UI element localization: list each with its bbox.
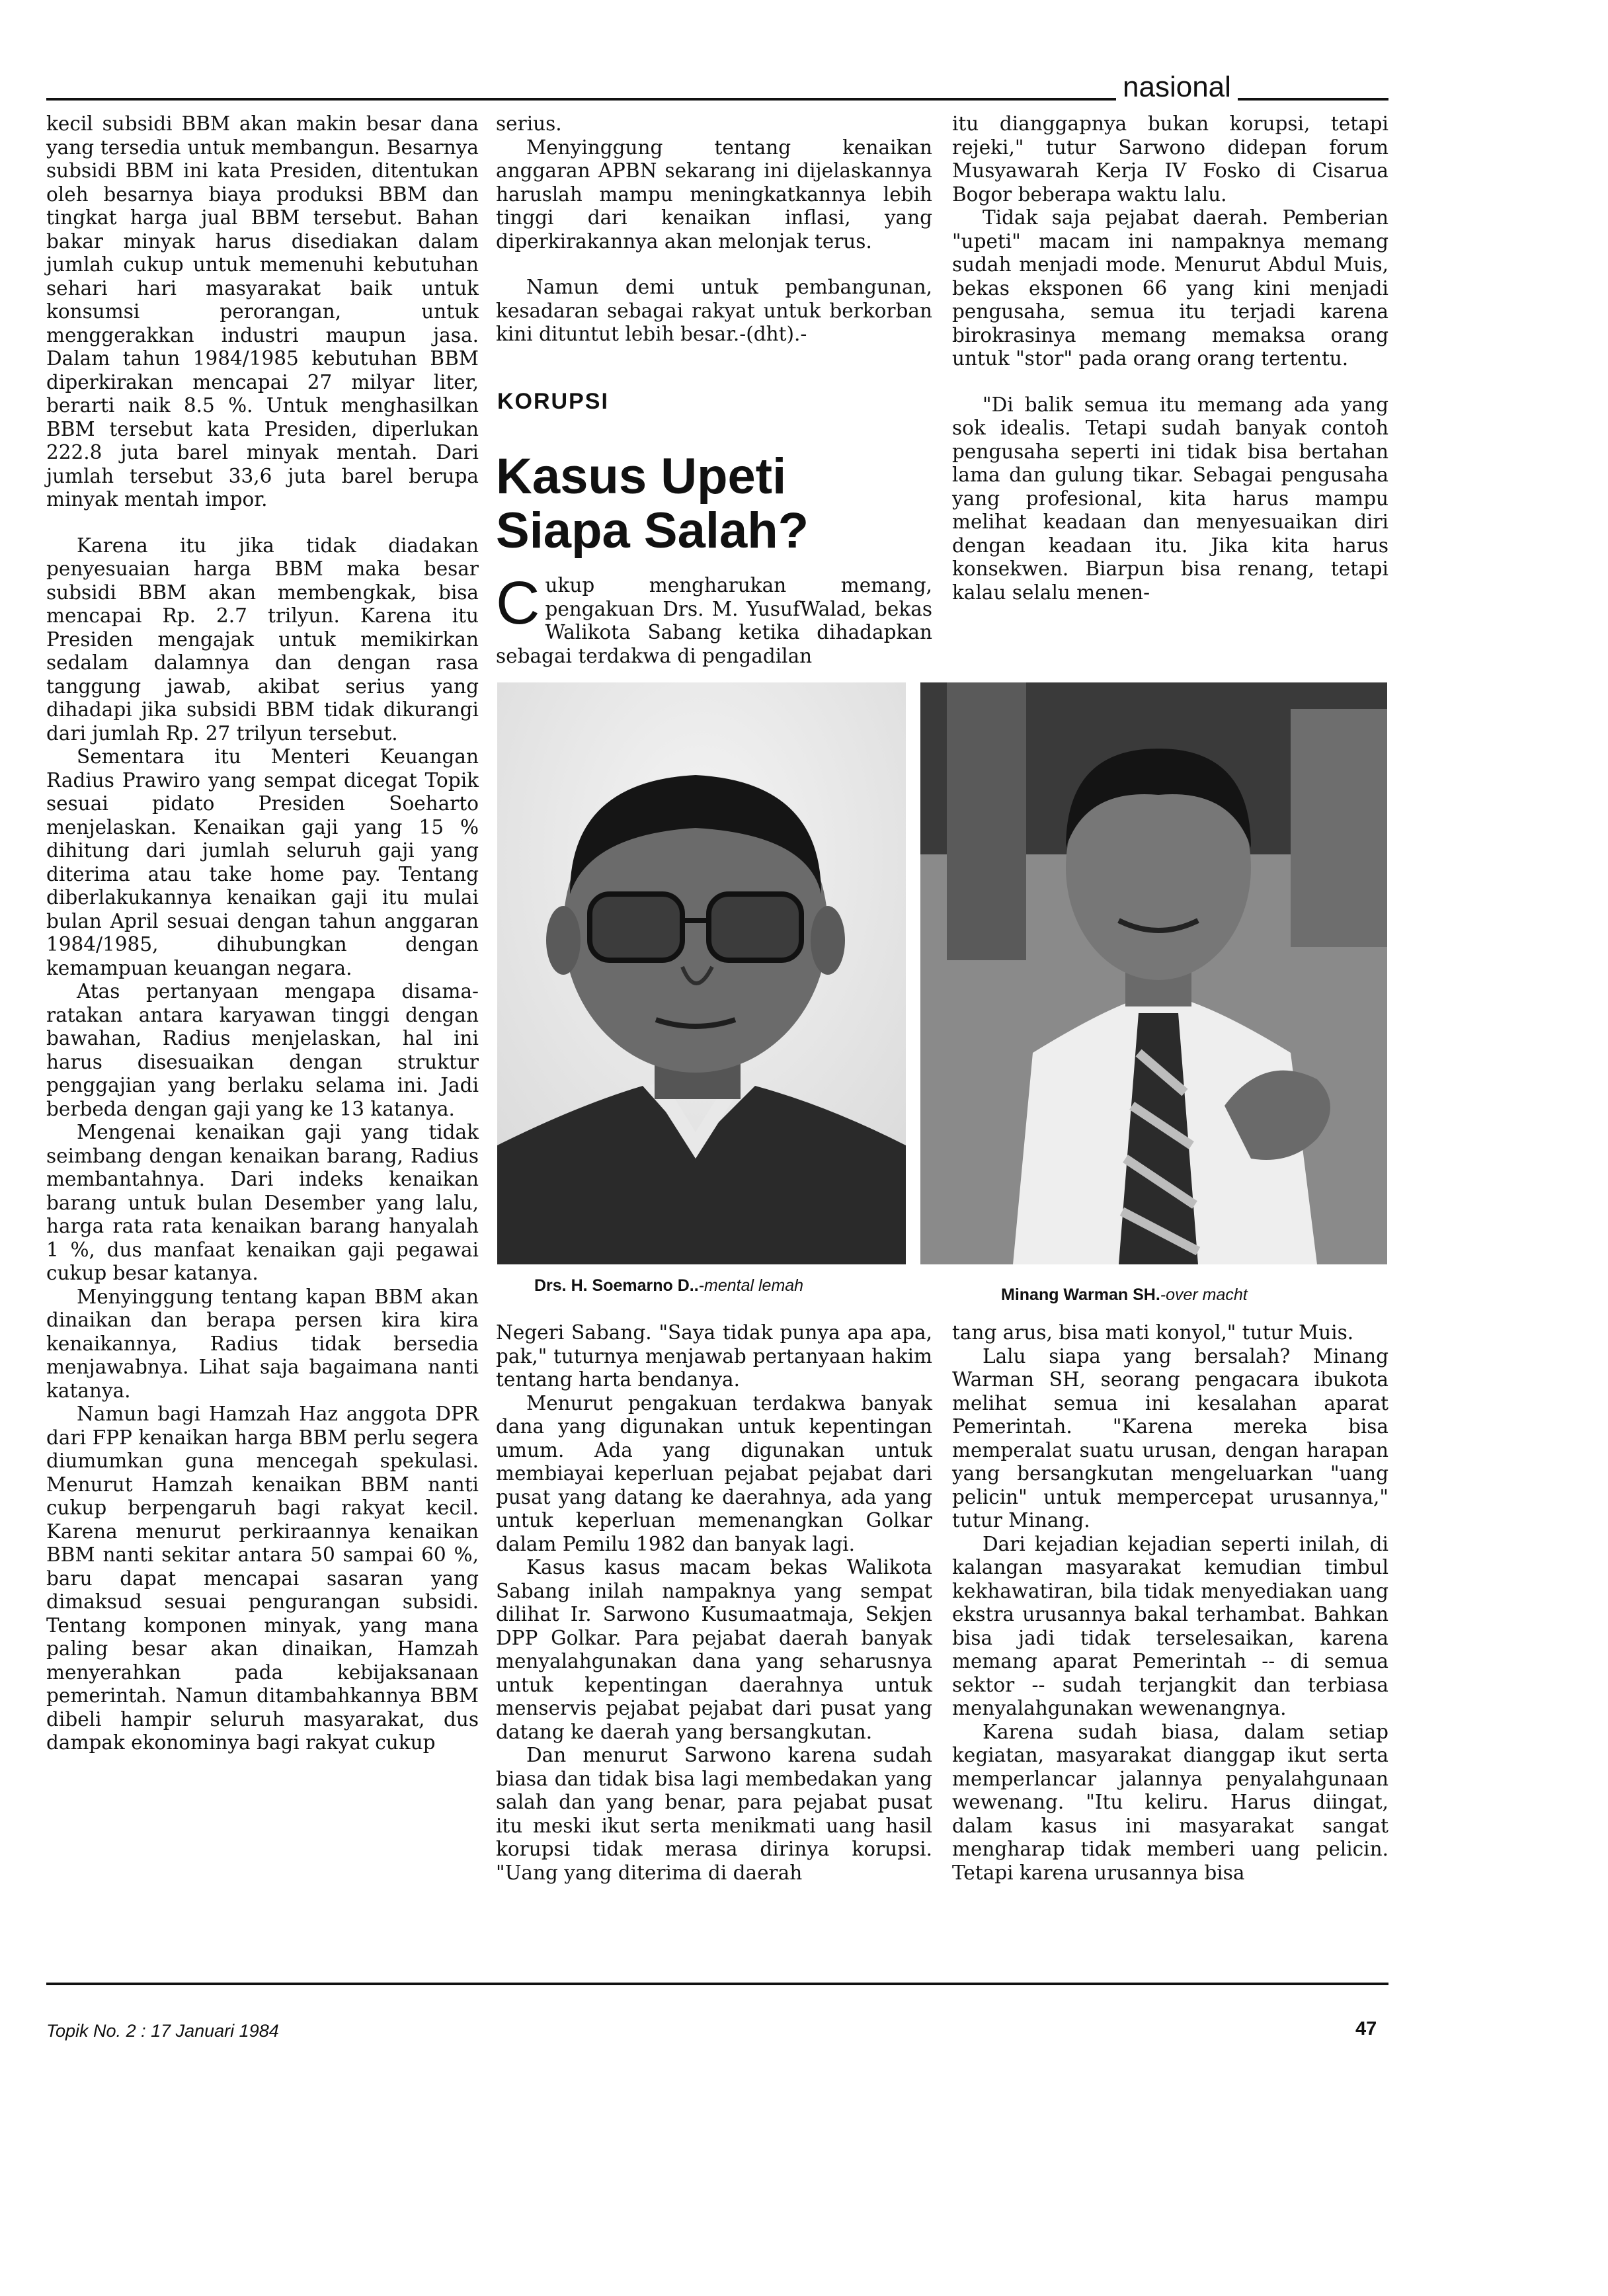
column-1 bbox=[46, 112, 479, 1755]
article-lead bbox=[496, 569, 932, 668]
column-3-bottom bbox=[952, 1321, 1388, 1885]
col1-paragraph: Namun bagi Hamzah Haz anggota DPR dari FPP kenaikan harga BBM perlu segera diumumkan guna mencegah spekulasi. Menurut Hamzah kenaikan BBM nanti cukup berpengaruh bagi rakyat kecil. Karena menurut perkiraannya kenaikan BBM nanti sekitar antara 50 sampai 60 %, baru dapat mencapai sasaran yang dimaksud sesuai pengurangan subsidi. Tentang komponen minyak, yang mana paling besar akan dinaikan, Hamzah menyerahkan pada kebijaksanaan pemerintah. Namun ditambahkannya BBM dibeli hampir seluruh masyarakat, dus dampak ekonominya bagi rakyat cukup bbox=[46, 1403, 479, 1754]
col3-bottom-paragraph: Dari kejadian kejadian seperti inilah, di kalangan masyarakat kemudian timbul kekhawatiran, bila tidak menyediakan uang ekstra urusannya bakal terhambat. Bahkan bisa jadi tidak terselesaikan, karena memang aparat Pemerintah -- di semua sektor -- sudah terjangkit dan terbiasa menyalahgunakan wewenangnya. bbox=[952, 1532, 1388, 1719]
col3-bottom-paragraph: tang arus, bisa mati konyol," tutur Muis. bbox=[952, 1321, 1354, 1344]
photo-minang-warman bbox=[920, 682, 1387, 1264]
article-rubric: KORUPSI bbox=[497, 389, 609, 414]
col2-paragraph: serius. bbox=[496, 112, 562, 135]
col1-paragraph: Sementara itu Menteri Keuangan Radius Prawiro yang sempat dicegat Topik sesuai pidato Presiden Soeharto menjelaskan. Kenaikan gaji yang 15 % dihitung dari jumlah seluruh gaji yang diterima atau take home pay. Tentang diberlakukannya kenaikan gaji itu mulai bulan April sesuai dengan tahun anggaran 1984/1985, dihubungkan dengan kemampuan keuangan negara. bbox=[46, 745, 479, 979]
column-3-top bbox=[952, 112, 1388, 604]
section-label: nasional bbox=[1116, 73, 1238, 102]
photo-soemarno bbox=[497, 682, 906, 1264]
lead-text: ukup mengharukan memang, pengakuan Drs. M. YusufWalad, bekas Walikota Sabang ketika dihadapkan sebagai terdakwa di pengadilan bbox=[496, 574, 932, 667]
footer-rule bbox=[46, 1983, 1388, 1985]
col3-paragraph: itu dianggapnya bukan korupsi, tetapi rejeki," tutur Sarwono didepan forum Musyawarah Kerja IV Fosko di Cisarua Bogor beberapa waktu lalu. bbox=[952, 112, 1388, 206]
page-number: 47 bbox=[1355, 2018, 1377, 2039]
col2-paragraph: Menyinggung tentang kenaikan anggaran APBN sekarang ini dijelaskannya haruslah mampu meningkatkannya lebih tinggi dari kenaikan inflasi, yang diperkirakannya akan melonjak terus. bbox=[496, 136, 932, 253]
column-2-bottom bbox=[496, 1321, 932, 1885]
headline-line-1: Kasus Upeti bbox=[496, 448, 787, 505]
col2-bottom-paragraph: Dan menurut Sarwono karena sudah biasa dan tidak bisa lagi membedakan yang salah dan yang benar, para pejabat pusat itu meski ikut serta menikmati uang hasil korupsi tidak merasa dirinya korupsi. "Uang yang diterima di daerah bbox=[496, 1744, 932, 1884]
col1-paragraph: Karena itu jika tidak diadakan penyesuaian harga BBM maka besar subsidi BBM akan membengkak, bisa mencapai Rp. 2.7 trilyun. Karena itu Presiden mengajak untuk memikirkan sedalam dalamnya dan dengan rasa tanggung jawab, akibat serius yang dihadapi jika subsidi BBM tidak dikurangi dari jumlah Rp. 27 trilyun tersebut. bbox=[46, 534, 479, 745]
caption-left-quote: -mental lemah bbox=[698, 1276, 804, 1295]
col1-paragraph: kecil subsidi BBM akan makin besar dana yang tersedia untuk membangun. Besarnya subsidi BBM ini kata Presiden, ditentukan oleh besarnya biaya produksi BBM dan tingkat harga jual BBM tersebut. Bahan bakar minyak harus disediakan dalam jumlah cukup untuk memenuhi kebutuhan sehari hari masyarakat baik untuk konsumsi perorangan, untuk menggerakkan industri maupun jasa. Dalam tahun 1984/1985 kebutuhan BBM diperkirakan mencapai 27 milyar liter, berarti naik 8.5 %. Untuk menghasilkan BBM tersebut kata Presiden, diperlukan 222.8 juta barel minyak mentah. Dari jumlah tersebut 33,6 juta barel berupa minyak mentah impor. bbox=[46, 112, 479, 511]
col3-bottom-paragraph: Lalu siapa yang bersalah? Minang Warman SH, seorang pengacara ibukota melihat semua ini kesalahan aparat Pemerintah. "Karena mereka bisa memperalat suatu urusan, dengan harapan yang bersangkutan mengeluarkan "uang pelicin" untuk mempercepat urusannya," tutur Minang. bbox=[952, 1344, 1388, 1532]
headline-line-2: Siapa Salah? bbox=[496, 503, 809, 559]
article-headline bbox=[496, 450, 809, 558]
caption-right-name: Minang Warman SH. bbox=[1001, 1286, 1160, 1304]
caption-left bbox=[534, 1276, 803, 1295]
footer-issue: Topik No. 2 : 17 Januari 1984 bbox=[46, 2021, 279, 2041]
portrait-soemarno-illustration bbox=[497, 682, 906, 1264]
drop-cap: C bbox=[496, 569, 540, 637]
column-2-top bbox=[496, 112, 932, 347]
col2-bottom-paragraph: Negeri Sabang. "Saya tidak punya apa apa, pak," tuturnya menjawab pertanyaan hakim tentang harta bendanya. bbox=[496, 1321, 932, 1391]
col2-paragraph: Namun demi untuk pembangunan, kesadaran sebagai rakyat untuk berkorban kini dituntut lebih besar.-(dht).- bbox=[496, 276, 932, 345]
col3-paragraph: Tidak saja pejabat daerah. Pemberian "upeti" macam ini nampaknya memang sudah menjadi mode. Menurut Abdul Muis, bekas eksponen 66 yang kini menjadi pengusaha, semua itu terjadi karena birokrasinya memang memaksa orang untuk "stor" pada orang orang tertentu. bbox=[952, 206, 1388, 370]
col1-paragraph: Atas pertanyaan mengapa disama-ratakan antara karyawan tinggi dengan bawahan, Radius menjelaskan, hal ini harus disesuaikan dengan struktur penggajian yang berlaku selama ini. Jadi berbeda dengan gaji yang ke 13 katanya. bbox=[46, 980, 479, 1120]
col3-paragraph: "Di balik semua itu memang ada yang sok idealis. Tetapi sudah banyak contoh pengusaha seperti ini tidak bisa bertahan lama dan gulung tikar. Sebagai pengusaha yang profesional, kita harus mampu melihat keadaan dan menyesuaikan diri dengan keadaan itu. Jika kita harus konsekwen. Biarpun bisa renang, tetapi kalau selalu menen- bbox=[952, 393, 1388, 604]
caption-right bbox=[1001, 1286, 1248, 1305]
col1-paragraph: Menyinggung tentang kapan BBM akan dinaikan dan berapa persen kira kira kenaikannya, Radius tidak bersedia menjawabnya. Lihat saja bagaimana nanti katanya. bbox=[46, 1285, 479, 1402]
col3-bottom-paragraph: Karena sudah biasa, dalam setiap kegiatan, masyarakat dianggap ikut serta memperlancar jalannya penyalahgunaan wewenang. "Itu keliru. Harus diingat, dalam kasus ini masyarakat sangat mengharap tidak memberi uang pelicin. Tetapi karena urusannya bisa bbox=[952, 1720, 1388, 1884]
col1-paragraph: Mengenai kenaikan gaji yang tidak seimbang dengan kenaikan barang, Radius membantahnya. Dari indeks kenaikan barang untuk bulan Desember yang lalu, harga rata rata kenaikan barang hanyalah 1 %, dus manfaat kenaikan gaji pegawai cukup besar katanya. bbox=[46, 1121, 479, 1284]
caption-right-quote: -over macht bbox=[1160, 1286, 1248, 1304]
caption-left-name: Drs. H. Soemarno D.. bbox=[534, 1276, 699, 1295]
portrait-minang-illustration bbox=[920, 682, 1387, 1264]
col2-bottom-paragraph: Menurut pengakuan terdakwa banyak dana yang digunakan untuk kepentingan umum. Ada yang digunakan untuk membiayai keperluan pejabat pejabat dari pusat yang datang ke daerahnya, ada yang untuk keperluan memenangkan Golkar dalam Pemilu 1982 dan banyak lagi. bbox=[496, 1391, 932, 1555]
col2-bottom-paragraph: Kasus kasus macam bekas Walikota Sabang inilah nampaknya yang sempat dilihat Ir. Sarwono Kusumaatmaja, Sekjen DPP Golkar. Para pejabat daerah banyak menyalahgunakan dana yang seharusnya untuk kepentingan daerahnya untuk menservis pejabat pejabat dari pusat yang datang ke daerah yang bersangkutan. bbox=[496, 1556, 932, 1743]
